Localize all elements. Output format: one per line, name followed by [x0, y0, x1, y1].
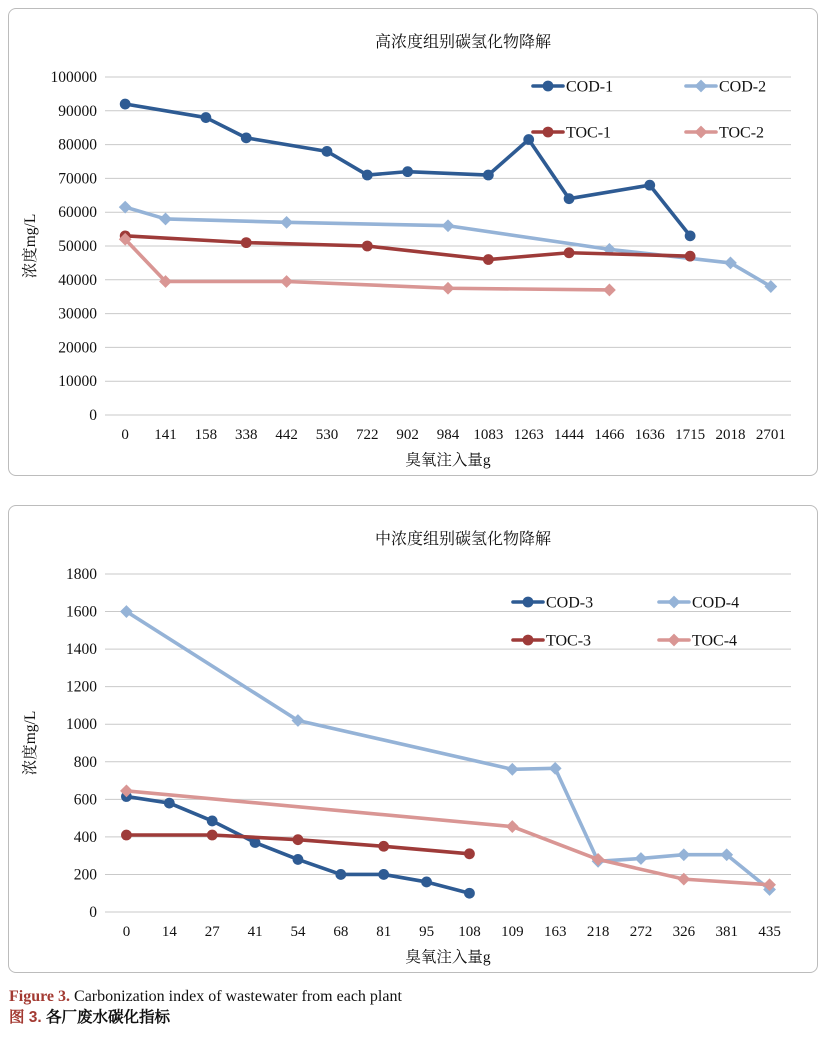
y-axis-title: 浓度mg/L — [22, 213, 39, 279]
y-tick-label: 80000 — [58, 136, 97, 154]
legend-item-label-TOC-3: TOC-3 — [546, 632, 592, 650]
x-tick-label: 338 — [234, 427, 258, 443]
y-tick-label: 1000 — [66, 716, 97, 734]
data-point-marker — [564, 247, 575, 258]
y-axis-title: 浓度mg/L — [22, 710, 39, 776]
figure-text-zh: 各厂废水碳化指标 — [46, 1009, 171, 1026]
figure-caption — [9, 986, 819, 1028]
x-tick-label: 1263 — [513, 427, 544, 443]
x-tick-label: 1466 — [594, 427, 625, 443]
y-tick-label: 60000 — [58, 204, 97, 222]
x-tick-label: 326 — [672, 924, 696, 940]
x-tick-label: 108 — [458, 924, 481, 940]
x-axis-title: 臭氧注入量g — [405, 452, 491, 469]
data-point-marker — [293, 834, 304, 845]
y-tick-label: 200 — [73, 866, 97, 884]
x-tick-label: 435 — [758, 924, 781, 940]
y-tick-label: 1800 — [66, 566, 97, 583]
data-point-marker — [241, 132, 252, 143]
legend-item-label-COD-2: COD-2 — [719, 78, 767, 96]
data-point-marker — [159, 213, 172, 226]
data-point-marker — [695, 80, 708, 93]
figure-label-en: Figure 3. — [9, 988, 71, 1005]
data-point-marker — [421, 877, 432, 888]
x-tick-label: 530 — [315, 427, 339, 443]
legend-item-label-COD-3: COD-3 — [546, 594, 594, 612]
x-tick-label: 68 — [333, 924, 349, 940]
data-point-marker — [164, 798, 175, 809]
data-point-marker — [685, 251, 696, 262]
legend-item-label-TOC-4: TOC-4 — [692, 632, 738, 650]
caption-line-english — [9, 986, 819, 1007]
data-point-marker — [207, 816, 218, 827]
data-point-marker — [442, 219, 455, 232]
x-tick-label: 1083 — [473, 427, 504, 443]
chart-title: 中浓度组别碳氢化物降解 — [374, 531, 552, 548]
data-point-marker — [564, 193, 575, 204]
y-tick-label: 100000 — [50, 69, 97, 86]
y-tick-label: 800 — [73, 753, 97, 771]
data-point-marker — [121, 830, 132, 841]
y-tick-label: 400 — [73, 828, 97, 846]
data-point-marker — [549, 762, 562, 775]
figure-text-en: Carbonization index of wastewater from each plant — [74, 988, 402, 1005]
series-line-TOC-4 — [126, 791, 769, 885]
x-tick-label: 54 — [290, 924, 306, 940]
data-point-marker — [362, 170, 373, 181]
y-tick-label: 1600 — [66, 603, 97, 621]
x-tick-label: 381 — [715, 924, 738, 940]
data-point-marker — [362, 241, 373, 252]
data-point-marker — [378, 841, 389, 852]
x-tick-label: 14 — [161, 924, 177, 940]
series-line-COD-4 — [126, 612, 769, 890]
y-tick-label: 0 — [89, 904, 97, 921]
data-point-marker — [280, 216, 293, 229]
chart-title: 高浓度组别碳氢化物降解 — [374, 34, 552, 51]
high-concentration-chart — [8, 8, 818, 476]
x-tick-label: 41 — [247, 924, 263, 940]
data-point-marker — [668, 634, 681, 647]
x-tick-label: 1444 — [554, 427, 585, 443]
legend-item-label-COD-4: COD-4 — [692, 594, 740, 612]
data-point-marker — [506, 820, 519, 833]
legend-item-label-TOC-2: TOC-2 — [719, 124, 765, 142]
y-tick-label: 10000 — [58, 373, 97, 391]
medium-concentration-chart-canvas — [9, 506, 815, 970]
data-point-marker — [200, 112, 211, 123]
x-tick-label: 2701 — [755, 427, 786, 443]
data-point-marker — [464, 848, 475, 859]
y-tick-label: 50000 — [58, 238, 97, 255]
data-point-marker — [677, 848, 690, 861]
x-tick-label: 984 — [436, 427, 460, 443]
x-tick-label: 2018 — [715, 427, 746, 443]
x-tick-label: 722 — [356, 427, 379, 443]
x-tick-label: 442 — [275, 427, 298, 443]
data-point-marker — [207, 830, 218, 841]
x-tick-label: 1715 — [675, 427, 706, 443]
data-point-marker — [322, 146, 333, 157]
data-point-marker — [543, 81, 554, 92]
data-point-marker — [506, 763, 519, 776]
data-point-marker — [402, 166, 413, 177]
x-tick-label: 902 — [396, 427, 419, 443]
data-point-marker — [685, 230, 696, 241]
x-tick-label: 158 — [194, 427, 218, 443]
y-tick-label: 20000 — [58, 339, 97, 357]
x-axis-title: 臭氧注入量g — [405, 949, 491, 966]
data-point-marker — [280, 275, 293, 288]
x-tick-label: 141 — [154, 427, 177, 443]
x-tick-label: 272 — [629, 924, 653, 940]
legend-item-label-COD-1: COD-1 — [566, 78, 614, 96]
caption-line-chinese — [9, 1007, 819, 1028]
data-point-marker — [644, 180, 655, 191]
x-tick-label: 0 — [121, 427, 129, 443]
data-point-marker — [483, 254, 494, 265]
y-tick-label: 0 — [89, 407, 97, 424]
x-tick-label: 218 — [586, 924, 610, 940]
y-tick-label: 40000 — [58, 271, 97, 289]
x-tick-label: 1636 — [634, 427, 665, 443]
data-point-marker — [119, 201, 132, 214]
data-point-marker — [603, 284, 616, 297]
data-point-marker — [464, 888, 475, 899]
series-line-COD-2 — [125, 207, 771, 286]
data-point-marker — [293, 854, 304, 865]
medium-concentration-chart — [8, 505, 818, 973]
x-tick-label: 81 — [376, 924, 392, 940]
data-point-marker — [523, 597, 534, 608]
y-tick-label: 1400 — [66, 641, 97, 659]
data-point-marker — [378, 869, 389, 880]
data-point-marker — [635, 852, 648, 865]
high-concentration-chart-canvas — [9, 9, 815, 473]
y-tick-label: 600 — [73, 791, 97, 809]
x-tick-label: 27 — [204, 924, 220, 940]
data-point-marker — [668, 596, 681, 609]
data-point-marker — [523, 635, 534, 646]
x-tick-label: 109 — [501, 924, 524, 940]
y-tick-label: 30000 — [58, 305, 97, 323]
y-tick-label: 1200 — [66, 678, 97, 696]
y-tick-label: 90000 — [58, 102, 97, 120]
x-tick-label: 0 — [122, 924, 131, 940]
data-point-marker — [120, 99, 131, 110]
data-point-marker — [695, 126, 708, 139]
data-point-marker — [442, 282, 455, 295]
x-tick-label: 95 — [419, 924, 435, 940]
data-point-marker — [523, 134, 534, 145]
data-point-marker — [241, 237, 252, 248]
data-point-marker — [483, 170, 494, 181]
data-point-marker — [335, 869, 346, 880]
legend-item-label-TOC-1: TOC-1 — [566, 124, 612, 142]
data-point-marker — [543, 127, 554, 138]
y-tick-label: 70000 — [58, 170, 97, 188]
figure-label-zh: 图 3. — [9, 1009, 42, 1026]
x-tick-label: 163 — [543, 924, 567, 940]
